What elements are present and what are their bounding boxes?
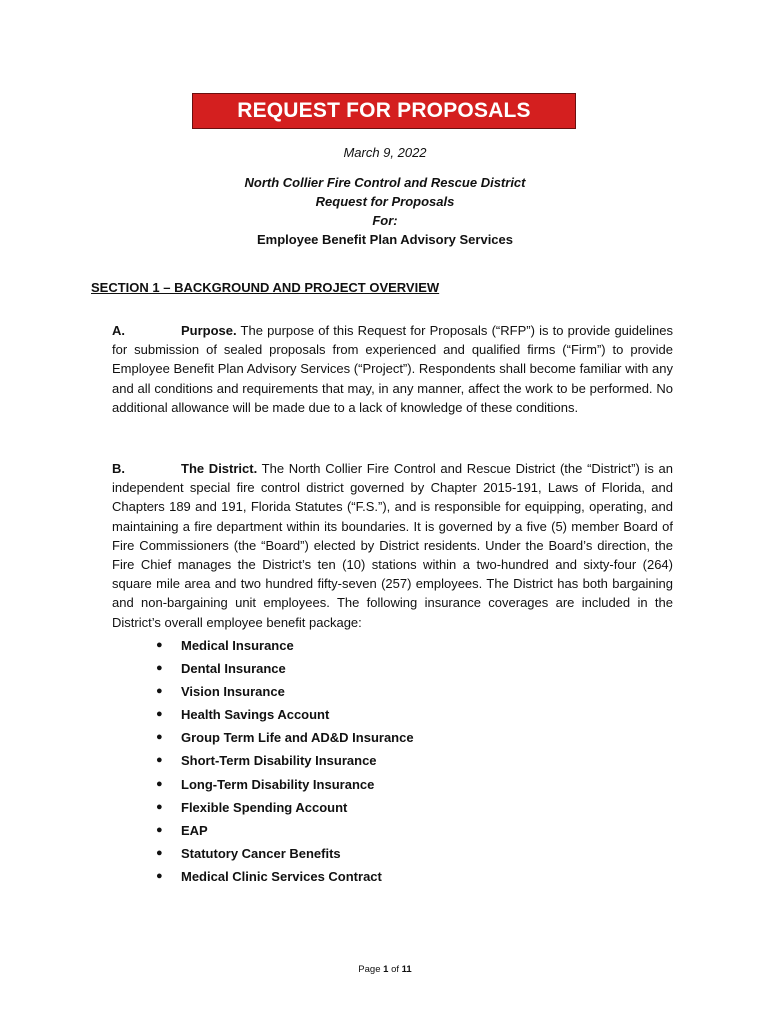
page-total: 11 [401,964,412,975]
list-item: ● Dental Insurance [150,657,414,680]
paragraph-text: The North Collier Fire Control and Rescue District (the “District”) is an independent special fire control district governed by Chapter 2015-191, Laws of Florida, and Chapters 189 and 191, Florida Statutes (“F.S.”), and is responsible for equipping, operating, and maintaining a fire department within its boundaries. It is governed by a five (5) member Board of Fire Commissioners (the “Board”) elected by District residents. Under the Board’s direction, the Fire Chief manages the District’s ten (10) stations within a two-hundred and sixty-four (264) square mile area and two hundred fifty-seven (257) employees. The District has both bargaining and non-bargaining unit employees. The following insurance coverages are included in the District’s overall employee benefit package: [112,461,673,630]
document-heading [0,173,770,249]
section-title: SECTION 1 – BACKGROUND AND PROJECT OVERVIEW [91,280,440,295]
list-item: ● Group Term Life and AD&D Insurance [150,726,414,749]
organization-name: North Collier Fire Control and Rescue District [244,175,526,190]
banner-title: REQUEST FOR PROPOSALS [237,99,531,122]
paragraph-purpose [112,321,673,417]
document-subject: Employee Benefit Plan Advisory Services [256,232,513,247]
list-item: ● Statutory Cancer Benefits [150,842,414,865]
page-number: 1 [383,964,389,975]
list-item: ● Short-Term Disability Insurance [150,749,414,772]
bullet-icon: ● [156,800,163,813]
bullet-icon: ● [156,662,163,675]
list-item: ● Medical Clinic Services Contract [150,865,414,888]
list-item: ● Health Savings Account [150,703,414,726]
for-label: For: [372,213,398,228]
title-banner [192,93,576,129]
paragraph-district [112,459,673,632]
bullet-icon: ● [156,708,163,721]
document-type: Request for Proposals [315,194,455,209]
of-label: of [391,964,399,975]
list-item: ● EAP [150,819,414,842]
bullet-icon: ● [156,731,163,744]
paragraph-lead-in: The District. [181,461,258,476]
paragraph-letter: A. [112,323,125,338]
bullet-icon: ● [156,754,163,767]
paragraph-lead-in: Purpose. [181,323,237,338]
list-item: ● Medical Insurance [150,634,414,657]
page-label: Page [358,964,381,975]
list-item: ● Flexible Spending Account [150,796,414,819]
page-footer [0,964,770,975]
document-date: March 9, 2022 [343,145,427,160]
bullet-icon: ● [156,846,163,859]
list-item: ● Vision Insurance [150,680,414,703]
bullet-icon: ● [156,639,163,651]
paragraph-text: The purpose of this Request for Proposals (“RFP”) is to provide guidelines for submission of sealed proposals from experienced and qualified firms (“Firm”) to provide Employee Benefit Plan Advisory Services (“Project”). Respondents shall become familiar with any and all conditions and requirements that may, in any manner, affect the work to be performed. No additional allowance will be made due to a lack of knowledge of these conditions. [112,323,673,415]
bullet-icon: ● [156,777,163,790]
list-item: ● Long-Term Disability Insurance [150,773,414,796]
bullet-icon: ● [156,869,163,882]
paragraph-letter: B. [112,461,125,476]
bullet-icon: ● [156,685,163,698]
bullet-icon: ● [156,823,163,836]
benefits-list [150,634,414,888]
